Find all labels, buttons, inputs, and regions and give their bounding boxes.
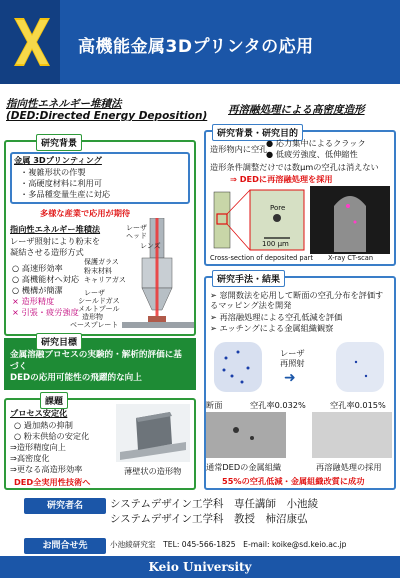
neg-1: × 造形精度 [12, 296, 55, 306]
goal-text-2: DEDの応用可能性の飛躍的な向上 [10, 373, 142, 384]
goal-text-1: 金属溶融プロセスの実験的・解析的評価に基づく [10, 350, 182, 372]
diag-label-part: 造形物 [82, 313, 103, 321]
bullet-3: ・多品種変量生産に対応 [20, 189, 111, 199]
expectation-note: 多様な産業で応用が期待 [40, 208, 131, 218]
microstructure-before [206, 412, 286, 458]
diag-label-powder: 粉末材料 [84, 267, 112, 275]
remelt-line: ⇒ DEDに再溶融処理を採用 [230, 174, 333, 184]
diag-label-glass: 保護ガラス [84, 258, 119, 266]
pore-label: Pore [270, 204, 286, 212]
issue-note: DED全実用性技術へ [14, 477, 91, 487]
footer-bar [0, 556, 400, 578]
researchers-label: 研究者名 [24, 498, 106, 514]
right-background-tag: 研究背景・研究目的 [212, 124, 303, 141]
xray-caption: X-ray CT-scan [328, 254, 374, 262]
header-band [0, 0, 400, 84]
adv-2: ○ 高機能材へ対応 [12, 274, 80, 284]
background-tag: 研究背景 [36, 134, 82, 151]
issue-item-1: ○ 過加熱の抑制 [14, 420, 73, 430]
arrow-icon: ➜ [284, 370, 296, 386]
ded-desc-2: 凝結させる造形方式 [10, 247, 84, 257]
diag-label-laser: レーザ [126, 224, 147, 232]
page-title: 高機能金属3Dプリンタの応用 [78, 37, 314, 57]
bullet-1: ・複雑形状の作製 [20, 167, 86, 177]
goal-box [4, 338, 196, 390]
researcher-row-2: システムデザイン工学科 教授 柿沼康弘 [110, 513, 308, 525]
method-item-3: ➢ エッチングによる金属組織観察 [210, 323, 334, 333]
diag-label-meltpool: メルトプール [78, 305, 120, 313]
issue-subtitle: プロセス安定化 [10, 408, 68, 418]
microstructure-after [312, 412, 392, 458]
crack-bullet: ● 応力集中によるクラック [266, 138, 366, 148]
cross-section-image [210, 188, 306, 252]
x-logo-icon [10, 14, 54, 70]
metal-3dp-subtitle: 金属 3Dプリンティング [14, 155, 102, 165]
diag-label-laser2: レーザ [84, 289, 105, 297]
pore-map-before [206, 338, 270, 396]
thin-wall-part-image [116, 404, 190, 462]
contact-label: お問合せ先 [24, 538, 106, 554]
scale-label: 100 μm [262, 240, 289, 248]
xray-ct-image [310, 186, 390, 254]
goal-tag: 研究目標 [36, 333, 82, 350]
condition-line: 造形条件調整だけでは数μmの空孔は消えない [210, 162, 379, 172]
micro-caption-after: 再溶融処理の採用 [316, 462, 382, 472]
pore-map-after [328, 338, 392, 396]
issue-item-2: ○ 粉末供給の安定化 [14, 431, 90, 441]
cross-section-caption: Cross-section of deposited part [210, 254, 313, 262]
issue-item-3: ⇒造形精度向上 [10, 442, 66, 452]
issue-item-5: ⇒更なる高造形効率 [10, 464, 83, 474]
diag-label-carrier: キャリアガス [84, 276, 126, 284]
adv-3: ○ 機構が簡潔 [12, 285, 63, 295]
researcher-row-1: システムデザイン工学科 専任講師 小池綾 [110, 498, 319, 510]
pore-line: 造形物内に空孔 [210, 144, 268, 154]
method-item-1: ➢ 窓開数法を応用して断面の空孔分布を評価するマッピング法を開発 [210, 290, 384, 311]
laser-label-2: 再照射 [280, 358, 305, 368]
pore-rate-after: 空孔率0.015% [330, 400, 386, 410]
diag-label-shield: シールドガス [78, 297, 120, 305]
bullet-2: ・高硬度材料に利用可 [20, 178, 102, 188]
neg-2: × 引張・疲労強度 [12, 307, 79, 317]
micro-caption-before: 通常DEDの金属組織 [206, 462, 282, 472]
result-line: 55%の空孔低減・金属組織改質に成功 [222, 476, 365, 486]
ded-desc-1: レーザ照射により粉末を [10, 236, 101, 246]
diag-label-head: ヘッド [126, 232, 147, 240]
fatigue-bullet: ● 低疲労強度、低伸縮性 [266, 149, 358, 159]
section-label: 断面 [206, 400, 223, 410]
left-heading-2: (DED:Directed Energy Deposition) [6, 110, 208, 122]
laser-label-1: レーザ [280, 348, 305, 358]
issue-item-4: ⇒高密度化 [10, 453, 50, 463]
university-name: Keio University [148, 560, 252, 574]
pore-rate-before: 空孔率0.032% [250, 400, 306, 410]
contact-info: 小池綾研究室 TEL: 045-566-1825 E-mail: koike@sd.keio.ac.jp [110, 540, 347, 549]
method-tag: 研究手法・結果 [212, 270, 285, 287]
thin-wall-caption: 薄壁状の造形物 [124, 466, 182, 476]
issue-tag: 課題 [40, 392, 68, 409]
adv-1: ○ 高速形効率 [12, 263, 63, 273]
ded-subtitle: 指向性エネルギー堆積法 [10, 224, 101, 234]
diag-label-base: ベースプレート [70, 321, 119, 329]
diag-label-lens: レンズ [140, 242, 161, 250]
left-heading-1: 指向性エネルギー堆積法 [6, 98, 122, 110]
right-heading: 再溶融処理による高密度造形 [228, 104, 365, 116]
method-item-2: ➢ 再溶融処理による空孔低減を評価 [210, 312, 343, 322]
